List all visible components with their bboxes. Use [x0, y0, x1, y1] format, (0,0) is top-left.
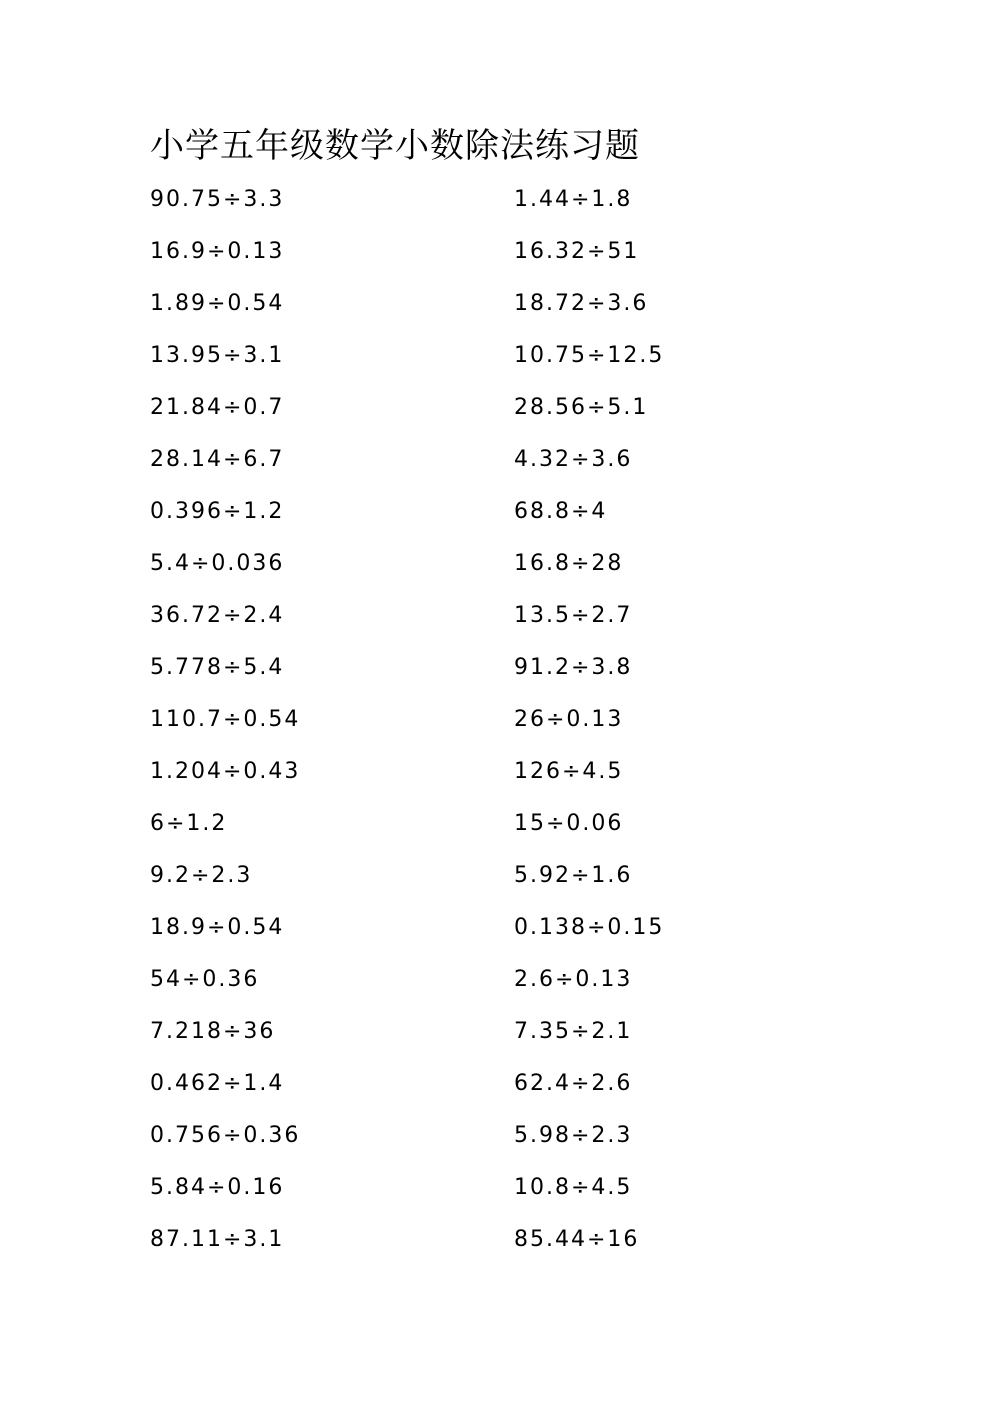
- division-problem: 4.32÷3.6: [514, 447, 633, 472]
- division-problem: 36.72÷2.4: [150, 603, 285, 628]
- division-problem: 62.4÷2.6: [514, 1071, 633, 1096]
- division-problem: 0.138÷0.15: [514, 915, 665, 940]
- division-problem: 7.218÷36: [150, 1019, 276, 1044]
- division-problem: 21.84÷0.7: [150, 395, 285, 420]
- division-problem: 5.92÷1.6: [514, 863, 633, 888]
- division-problem: 9.2÷2.3: [150, 863, 253, 888]
- division-problem: 5.98÷2.3: [514, 1123, 633, 1148]
- division-problem: 0.462÷1.4: [150, 1071, 285, 1096]
- division-problem: 28.14÷6.7: [150, 447, 285, 472]
- division-problem: 13.95÷3.1: [150, 343, 285, 368]
- division-problem: 28.56÷5.1: [514, 395, 649, 420]
- division-problem: 0.396÷1.2: [150, 499, 285, 524]
- division-problem: 5.4÷0.036: [150, 551, 285, 576]
- division-problem: 6÷1.2: [150, 811, 228, 836]
- division-problem: 16.8÷28: [514, 551, 624, 576]
- division-problem: 126÷4.5: [514, 759, 624, 784]
- division-problem: 0.756÷0.36: [150, 1123, 301, 1148]
- division-problem: 5.778÷5.4: [150, 655, 285, 680]
- division-problem: 10.8÷4.5: [514, 1175, 633, 1200]
- division-problem: 5.84÷0.16: [150, 1175, 285, 1200]
- division-problem: 1.89÷0.54: [150, 291, 285, 316]
- division-problem: 91.2÷3.8: [514, 655, 633, 680]
- left-problem-column: [150, 174, 300, 1266]
- right-problem-column: [514, 174, 664, 1266]
- division-problem: 54÷0.36: [150, 967, 260, 992]
- division-problem: 1.204÷0.43: [150, 759, 301, 784]
- division-problem: 87.11÷3.1: [150, 1227, 285, 1252]
- division-problem: 16.32÷51: [514, 239, 640, 264]
- division-problem: 110.7÷0.54: [150, 707, 301, 732]
- division-problem: 16.9÷0.13: [150, 239, 285, 264]
- division-problem: 1.44÷1.8: [514, 187, 633, 212]
- division-problem: 7.35÷2.1: [514, 1019, 633, 1044]
- page-title: 小学五年级数学小数除法练习题: [150, 126, 640, 166]
- division-problem: 68.8÷4: [514, 499, 608, 524]
- division-problem: 10.75÷12.5: [514, 343, 665, 368]
- division-problem: 2.6÷0.13: [514, 967, 633, 992]
- division-problem: 13.5÷2.7: [514, 603, 633, 628]
- division-problem: 26÷0.13: [514, 707, 624, 732]
- division-problem: 15÷0.06: [514, 811, 624, 836]
- division-problem: 18.9÷0.54: [150, 915, 285, 940]
- division-problem: 18.72÷3.6: [514, 291, 649, 316]
- division-problem: 85.44÷16: [514, 1227, 640, 1252]
- division-problem: 90.75÷3.3: [150, 187, 285, 212]
